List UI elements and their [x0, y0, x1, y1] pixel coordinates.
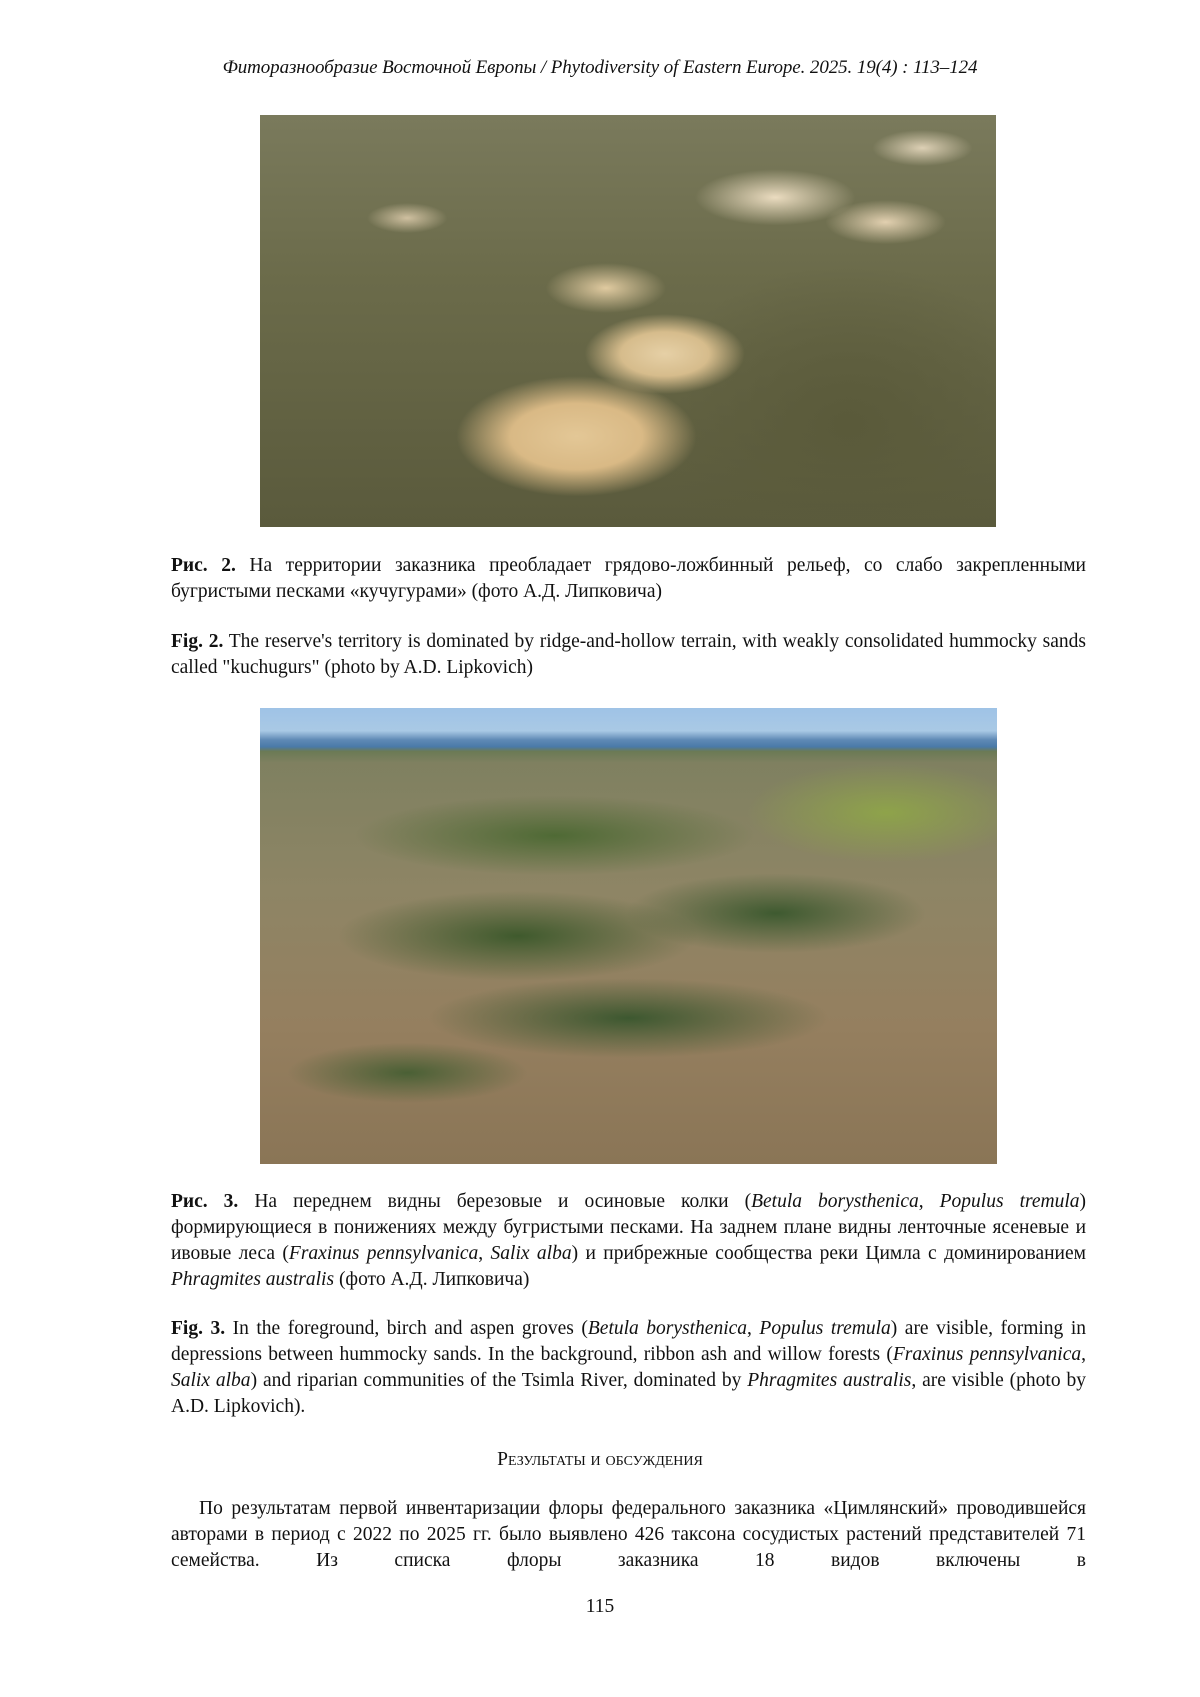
caption-label: Рис. 3. — [171, 1191, 238, 1212]
species-name: Phragmites australis — [747, 1370, 911, 1391]
species-name: Phragmites australis — [171, 1269, 334, 1290]
caption-text: ) are visible, forming in depressions between hummocky sands. In the background, ribbon ash and willow forests ( — [171, 1318, 1086, 1365]
figure-2-caption-ru — [171, 553, 1086, 605]
species-name: Populus tremula — [940, 1191, 1080, 1212]
caption-text: ) и прибрежные сообщества реки Цимла с доминированием — [572, 1243, 1086, 1264]
caption-text: ) формирующиеся в понижениях между бугристыми песками. На заднем плане видны ленточные ясеневые и ивовые леса ( — [171, 1191, 1086, 1264]
caption-text: На переднем видны березовые и осиновые колки ( — [254, 1191, 751, 1212]
figure-3-caption-en — [171, 1316, 1086, 1420]
species-name: Populus tremula — [759, 1318, 890, 1339]
running-header: Фиторазнообразие Восточной Европы / Phytodiversity of Eastern Europe. 2025. 19(4) : 113–124 — [0, 57, 1200, 79]
caption-text: ) and riparian communities of the Tsimla River, dominated by — [251, 1370, 748, 1391]
figure-2-caption-en — [171, 629, 1086, 681]
caption-text: , — [919, 1191, 940, 1212]
caption-text: , — [747, 1318, 759, 1339]
caption-text: , — [1081, 1344, 1086, 1365]
species-name: Betula borysthenica — [588, 1318, 747, 1339]
caption-label: Fig. 3. — [171, 1318, 225, 1339]
species-name: Betula borysthenica — [751, 1191, 919, 1212]
section-heading: Результаты и обсуждения — [0, 1449, 1200, 1471]
page-number: 115 — [0, 1596, 1200, 1618]
figure-3-caption-ru — [171, 1189, 1086, 1293]
figure-3-photo-landscape — [260, 708, 997, 1164]
caption-text: На территории заказника преобладает грядово-ложбинный рельеф, со слабо закрепленными бугристыми песками «кучугурами» (фото А.Д. Липковича) — [171, 555, 1086, 602]
caption-text: , are visible (photo by A.D. Lipkovich). — [171, 1370, 1086, 1417]
body-paragraph: По результатам первой инвентаризации флоры федерального заказника «Цимлянский» проводившейся авторами в период с 2022 по 2025 гг. было выявлено 426 таксона сосудистых растений представителей 71 семейства. Из списка флоры заказника 18 видов включены в — [171, 1496, 1086, 1574]
caption-text: In the foreground, birch and aspen groves ( — [233, 1318, 588, 1339]
caption-text: The reserve's territory is dominated by ridge-and-hollow terrain, with weakly consolidated hummocky sands called "kuchugurs" (photo by A.D. Lipkovich) — [171, 631, 1086, 678]
species-name: Salix alba — [491, 1243, 572, 1264]
figure-2-photo-sand-dunes — [260, 115, 996, 527]
species-name: Fraxinus pennsylvanica — [289, 1243, 478, 1264]
species-name: Fraxinus pennsylvanica — [893, 1344, 1081, 1365]
species-name: Salix alba — [171, 1370, 251, 1391]
caption-label: Fig. 2. — [171, 631, 223, 652]
caption-label: Рис. 2. — [171, 555, 236, 576]
caption-text: , — [478, 1243, 490, 1264]
caption-text: (фото А.Д. Липковича) — [334, 1269, 529, 1290]
